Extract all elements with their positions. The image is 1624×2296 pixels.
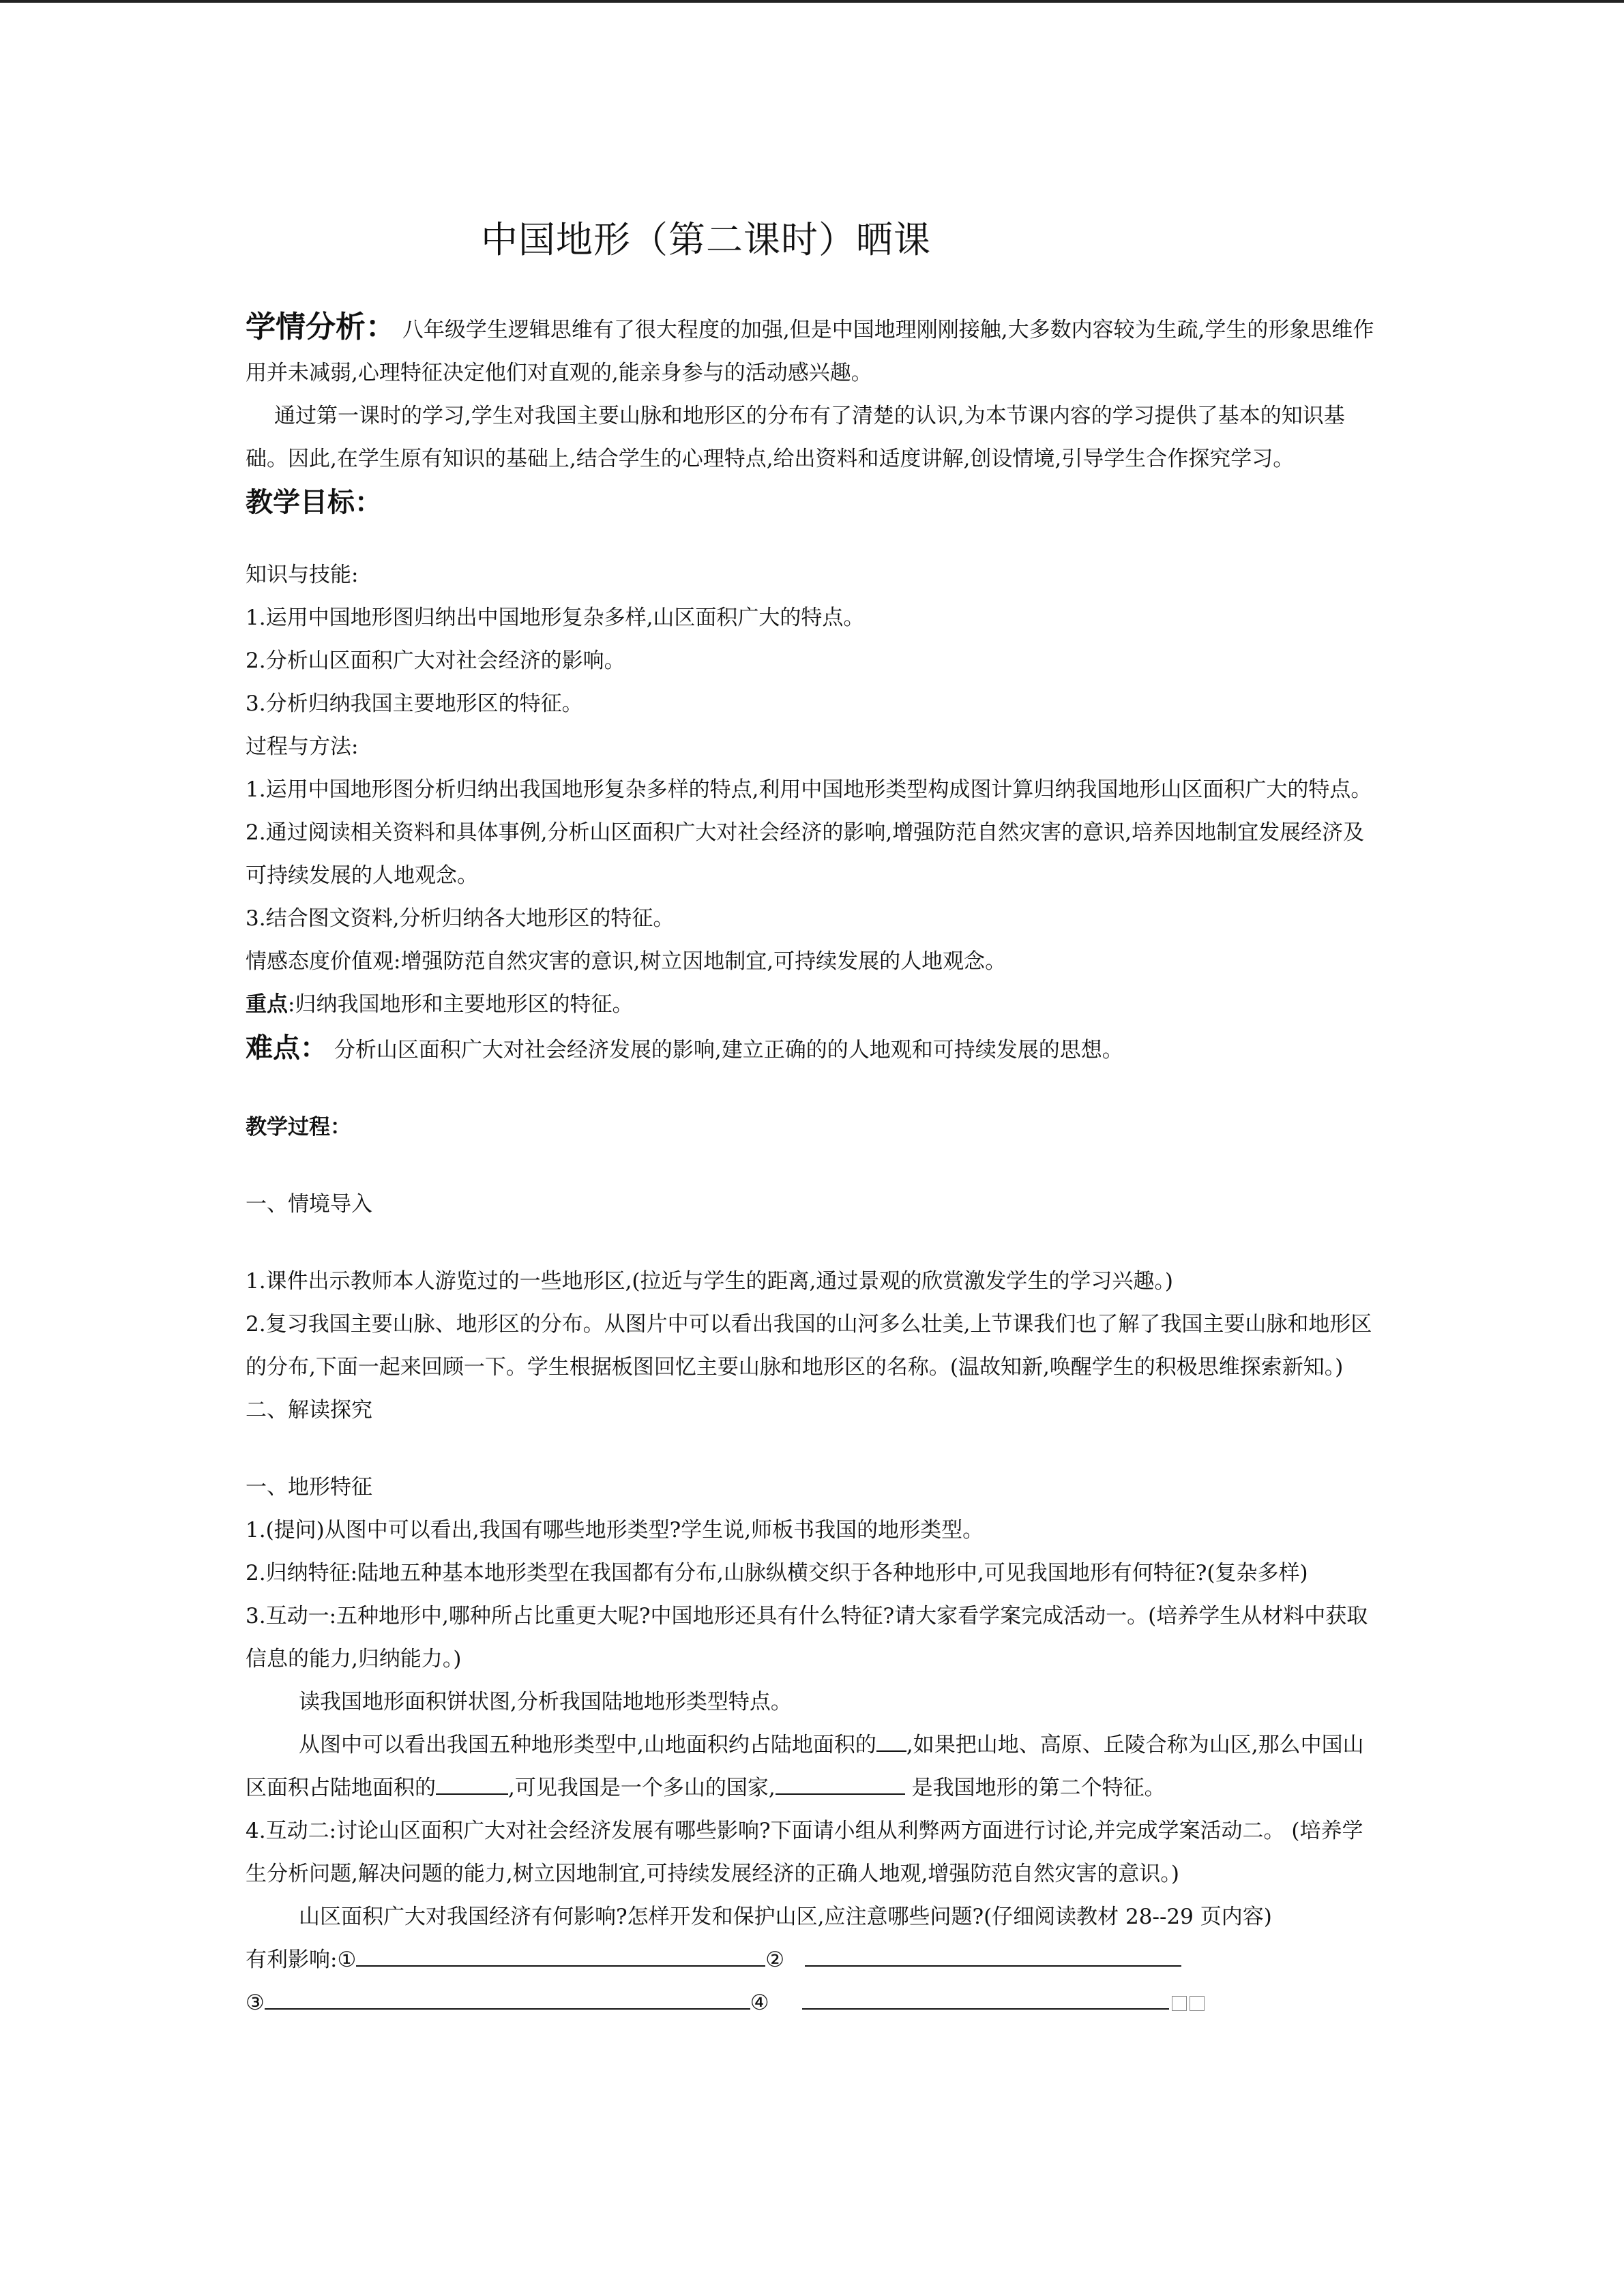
blank-mountain-share[interactable] [876, 1730, 906, 1752]
fill-text-a: 从图中可以看出我国五种地形类型中,山地面积约占陆地面积的 [299, 1733, 876, 1757]
goals-heading: 教学目标： [246, 486, 382, 518]
placeholder-box-2 [1190, 1996, 1205, 2011]
answer-blank-3[interactable] [265, 1988, 750, 2010]
teaching-process-heading: 教学过程： [246, 1115, 351, 1139]
difficulty-label: 难点： [246, 1032, 327, 1064]
method-item-2: 2.通过阅读相关资料和具体事例,分析山区面积广大对社会经济的影响,增强防范自然灾害的意识,培养因地制宜发展经济及可持续发展的人地观念。 [246, 820, 1365, 888]
benefit-label: 有利影响: [246, 1948, 338, 1972]
blank-mountain-region-share[interactable] [436, 1773, 508, 1795]
intro-item-2: 2.复习我国主要山脉、地形区的分布。从图片中可以看出我国的山河多么壮美,上节课我们也了解了我国主要山脉和地形区的分布,下面一起来回顾一下。学生根据板图回忆主要山脉和地形区的名称。(温故知新,唤醒学生的积极思维探索新知。) [246, 1312, 1372, 1380]
section-intro-heading: 一、情境导入 [246, 1192, 372, 1217]
fill-in-paragraph [246, 1724, 1378, 1810]
fill-text-c: ,可见我国是一个多山的国家, [508, 1776, 776, 1800]
document-page [246, 205, 1378, 2025]
key-point-text: :归纳我国地形和主要地形区的特征。 [288, 992, 634, 1017]
fill-text-d: 是我国地形的第二个特征。 [904, 1776, 1166, 1800]
analysis-paragraph [246, 305, 1378, 395]
circle-number-2: ② [765, 1948, 785, 1972]
answer-blank-4[interactable] [802, 1988, 1169, 2010]
question-2: 2.归纳特征:陆地五种基本地形类型在我国都有分布,山脉纵横交织于各种地形中,可见我国地形有何特征?(复杂多样) [246, 1561, 1308, 1585]
question-5: 山区面积广大对我国经济有何影响?怎样开发和保护山区,应注意哪些问题?(仔细阅读教材 28--29 页内容) [299, 1905, 1272, 1929]
analysis-text-2: 通过第一课时的学习,学生对我国主要山脉和地形区的分布有了清楚的认识,为本节课内容的学习提供了基本的知识基础。因此,在学生原有知识的基础上,结合学生的心理特点,给出资料和适度讲解,创设情境,引导学生合作探究学习。 [246, 404, 1345, 471]
key-point [246, 983, 1378, 1026]
subsection-terrain-heading: 一、地形特征 [246, 1475, 372, 1500]
knowledge-item-3: 3.分析归纳我国主要地形区的特征。 [246, 691, 583, 716]
answer-blank-2[interactable] [805, 1945, 1181, 1967]
question-1: 1.(提问)从图中可以看出,我国有哪些地形类型?学生说,师板书我国的地形类型。 [246, 1518, 984, 1542]
method-item-3: 3.结合图文资料,分析归纳各大地形区的特征。 [246, 906, 675, 931]
analysis-text-1: 八年级学生逻辑思维有了很大程度的加强,但是中国地理刚刚接触,大多数内容较为生疏,学生的形象思维作用并未减弱,心理特征决定他们对直观的,能亲身参与的活动感兴趣。 [246, 318, 1374, 385]
knowledge-item-2: 2.分析山区面积广大对社会经济的影响。 [246, 648, 625, 673]
fill-text-b: ,如果把山地、高原、丘陵合称为山区,那么中国山区面积占陆地面积的 [246, 1733, 1364, 1800]
answer-blank-1[interactable] [356, 1945, 765, 1967]
key-point-label: 重点 [246, 992, 288, 1017]
section-explore-heading: 二、解读探究 [246, 1398, 372, 1422]
knowledge-item-1: 1.运用中国地形图归纳出中国地形复杂多样,山区面积广大的特点。 [246, 606, 865, 630]
benefit-row-1 [246, 1939, 1378, 1982]
question-4: 4.互动二:讨论山区面积广大对社会经济发展有哪些影响?下面请小组从利弊两方面进行讨论,并完成学案活动二。 (培养学生分析问题,解决问题的能力,树立因地制宜,可持续发展经济的正确人地观,增强防范自然灾害的意识。) [246, 1819, 1363, 1886]
placeholder-box-1 [1172, 1996, 1187, 2011]
difficulty-point [246, 1026, 1378, 1072]
method-item-1: 1.运用中国地形图分析归纳出我国地形复杂多样的特点,利用中国地形类型构成图计算归纳我国地形山区面积广大的特点。 [246, 777, 1372, 802]
circle-number-3: ③ [246, 1991, 265, 2015]
knowledge-heading: 知识与技能: [246, 563, 359, 587]
question-3: 3.互动一:五种地形中,哪种所占比重更大呢?中国地形还具有什么特征?请大家看学案完成活动一。(培养学生从材料中获取信息的能力,归纳能力。) [246, 1604, 1368, 1671]
intro-item-1: 1.课件出示教师本人游览过的一些地形区,(拉近与学生的距离,通过景观的欣赏激发学生的学习兴趣。) [246, 1269, 1173, 1294]
read-instruction: 读我国地形面积饼状图,分析我国陆地地形类型特点。 [299, 1690, 792, 1714]
circle-number-1: ① [337, 1948, 357, 1972]
page-top-border [0, 0, 1624, 3]
difficulty-text: 分析山区面积广大对社会经济发展的影响,建立正确的的人地观和可持续发展的思想。 [327, 1038, 1123, 1062]
values-text: 情感态度价值观:增强防范自然灾害的意识,树立因地制宜,可持续发展的人地观念。 [246, 949, 1007, 974]
blank-second-feature[interactable] [776, 1773, 905, 1795]
document-title: 中国地形（第二课时）晒课 [481, 218, 931, 261]
analysis-heading: 学情分析： [246, 310, 396, 344]
circle-number-4: ④ [750, 1991, 769, 2015]
benefit-row-2 [246, 1982, 1378, 2025]
process-method-heading: 过程与方法: [246, 734, 359, 759]
